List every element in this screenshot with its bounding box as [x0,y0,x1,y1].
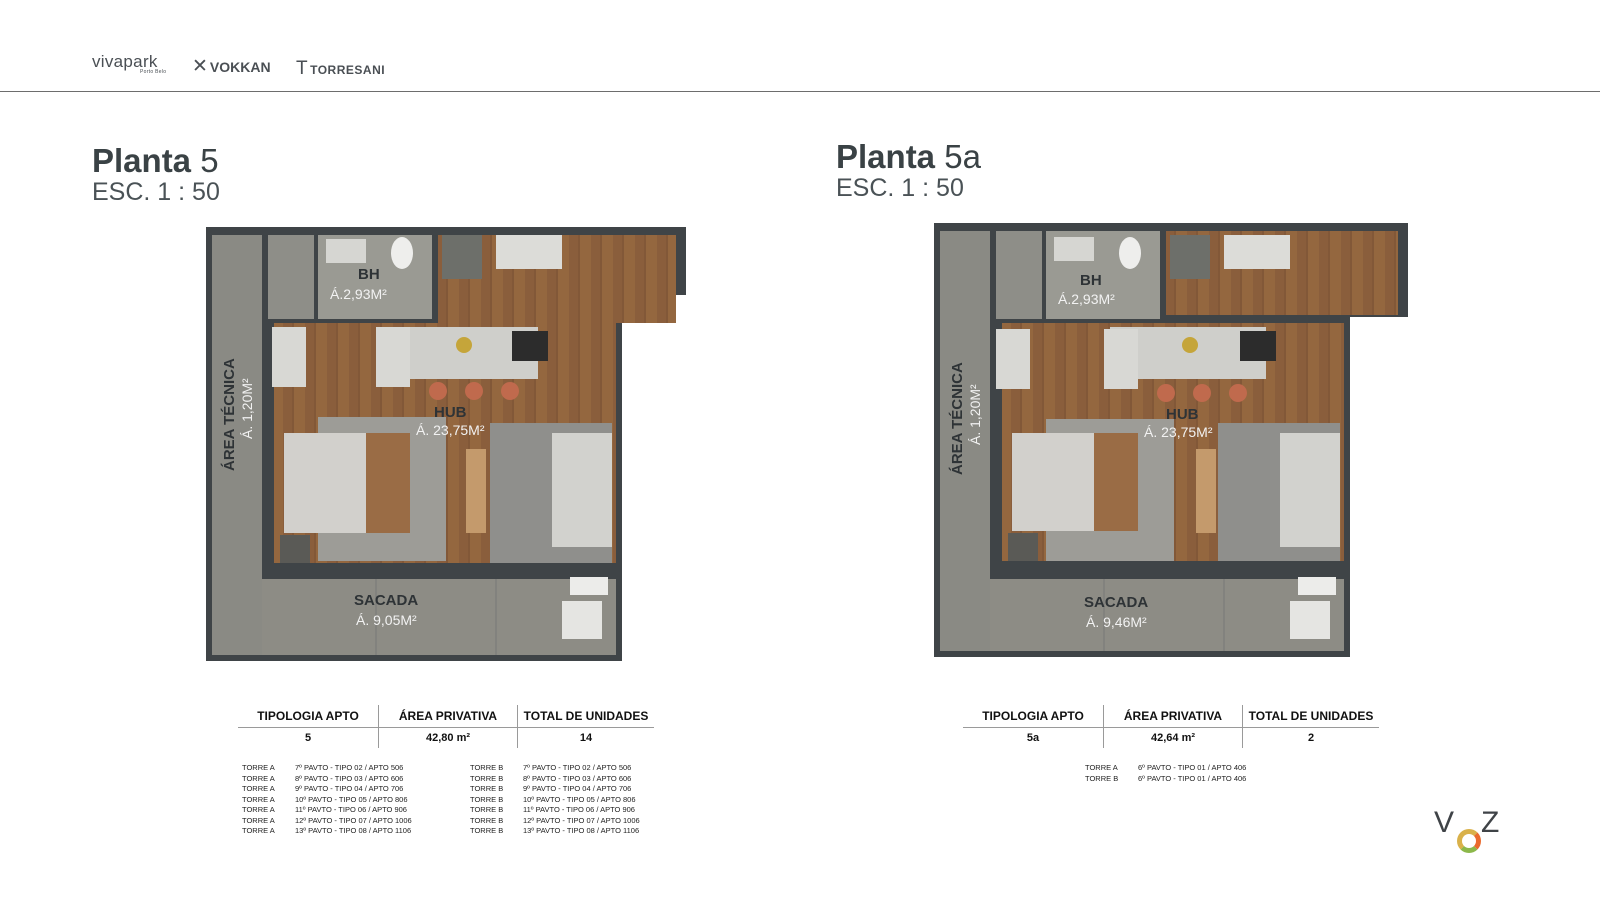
tower-label: TORRE B [470,815,504,825]
tower-label: TORRE B [470,773,504,783]
total-value: 14 [518,728,655,749]
floor-plan-5a [934,223,1408,657]
tower-label: TORRE B [1085,773,1119,783]
tower-label: TORRE A [242,773,275,783]
tipologia-value: 5 [304,732,312,744]
sacada-label: SACADA [1084,594,1149,611]
tower-label: TORRE B [470,784,504,793]
unit-detail: 12º PAVTO - TIPO 07 / APTO 1006 [295,815,412,825]
tower-label: TORRE B [470,826,504,835]
tower-label: TORRE A [242,763,275,772]
unit-row [470,763,640,774]
tower-label: TORRE B [470,794,504,804]
tower-label: TORRE B [470,763,504,772]
hub-area: Á. 23,75M² [416,422,485,438]
sacada-area: Á. 9,46M² [1086,614,1147,630]
sacada-area: Á. 9,05M² [356,612,417,628]
vokkan-logo: ✕ VOKKAN [192,56,271,77]
unit-detail: 7º PAVTO - TIPO 02 / APTO 506 [295,763,404,772]
unit-row [242,784,412,795]
unit-row [470,784,640,795]
unit-row [242,795,412,806]
plan-5-scale: ESC. 1 : 50 [92,178,220,206]
tower-label: TORRE A [1085,763,1118,772]
tower-label: TORRE A [242,815,275,825]
bh-label: BH [1080,272,1102,289]
unit-detail: 8º PAVTO - TIPO 03 / APTO 606 [523,773,632,783]
unit-row [470,826,640,837]
unit-detail: 13º PAVTO - TIPO 08 / APTO 1106 [295,826,412,835]
unit-detail: 9º PAVTO - TIPO 04 / APTO 706 [523,784,632,793]
tech-area: Á. 1,20M² [967,384,983,445]
unit-detail: 8º PAVTO - TIPO 03 / APTO 606 [295,773,404,783]
unit-row [470,774,640,785]
unit-row [242,826,412,837]
unit-row [242,763,412,774]
bh-label: BH [358,266,380,283]
unit-row [470,816,640,827]
unit-detail: 13º PAVTO - TIPO 08 / APTO 1106 [523,826,640,835]
unit-row [1085,763,1246,774]
unit-row [1085,774,1246,785]
unit-detail: 11º PAVTO - TIPO 06 / APTO 906 [523,805,635,814]
tower-label: TORRE B [470,805,504,814]
tower-label: TORRE A [242,784,275,793]
voz-o-icon [1457,829,1481,853]
total-value: 2 [1243,728,1380,749]
unit-detail: 7º PAVTO - TIPO 02 / APTO 506 [523,763,632,772]
tower-label: TORRE A [242,826,275,835]
sacada-label: SACADA [354,592,419,609]
plan-5a-units [1085,763,1246,784]
tower-label: TORRE A [242,794,275,804]
tipologia-value: 5a [1026,732,1040,744]
unit-detail: 12º PAVTO - TIPO 07 / APTO 1006 [523,815,640,825]
floor-plan-5 [206,227,686,661]
unit-row [242,816,412,827]
unit-detail: 6º PAVTO - TIPO 01 / APTO 406 [1138,773,1247,783]
unit-detail: 9º PAVTO - TIPO 04 / APTO 706 [295,784,404,793]
bh-area: Á.2,93M² [330,286,387,302]
torresani-logo: TTORRESANI [296,58,386,79]
col-total: TOTAL DE UNIDADES [518,705,655,728]
plan-5a-info-table [963,705,1379,748]
plan-5a-scale: ESC. 1 : 50 [836,174,964,202]
unit-detail: 11º PAVTO - TIPO 06 / APTO 906 [295,805,407,814]
plan-5-units-tower-a [242,763,412,837]
unit-row [470,805,640,816]
area-value: 42,64 m² [1104,728,1243,749]
voz-logo: V Z [1434,806,1502,853]
col-total: TOTAL DE UNIDADES [1243,705,1380,728]
tech-label: ÁREA TÉCNICA [949,362,966,475]
unit-row [470,795,640,806]
header-divider [0,91,1600,92]
plan-5-title: Planta 5 [92,142,219,179]
plan-5-info-table [238,705,654,748]
area-value: 42,80 m² [379,728,518,749]
unit-row [242,774,412,785]
unit-row [242,805,412,816]
col-tipologia: TIPOLOGIA APTO [963,705,1104,728]
tech-area: Á. 1,20M² [239,378,255,439]
col-area: ÁREA PRIVATIVA [1104,705,1243,728]
unit-detail: 6º PAVTO - TIPO 01 / APTO 406 [1138,763,1247,772]
col-tipologia: TIPOLOGIA APTO [238,705,379,728]
tower-label: TORRE A [242,805,275,814]
hub-area: Á. 23,75M² [1144,424,1213,440]
unit-detail: 10º PAVTO - TIPO 05 / APTO 806 [295,794,408,804]
plan-5-units-tower-b [470,763,640,837]
col-area: ÁREA PRIVATIVA [379,705,518,728]
hub-label: HUB [434,404,467,421]
plan-5a-title: Planta 5a [836,138,981,175]
tech-label: ÁREA TÉCNICA [221,358,238,471]
hub-label: HUB [1166,406,1199,423]
unit-detail: 10º PAVTO - TIPO 05 / APTO 806 [523,794,636,804]
bh-area: Á.2,93M² [1058,291,1115,307]
vivapark-logo: vivapark Porto Belo [92,52,167,75]
